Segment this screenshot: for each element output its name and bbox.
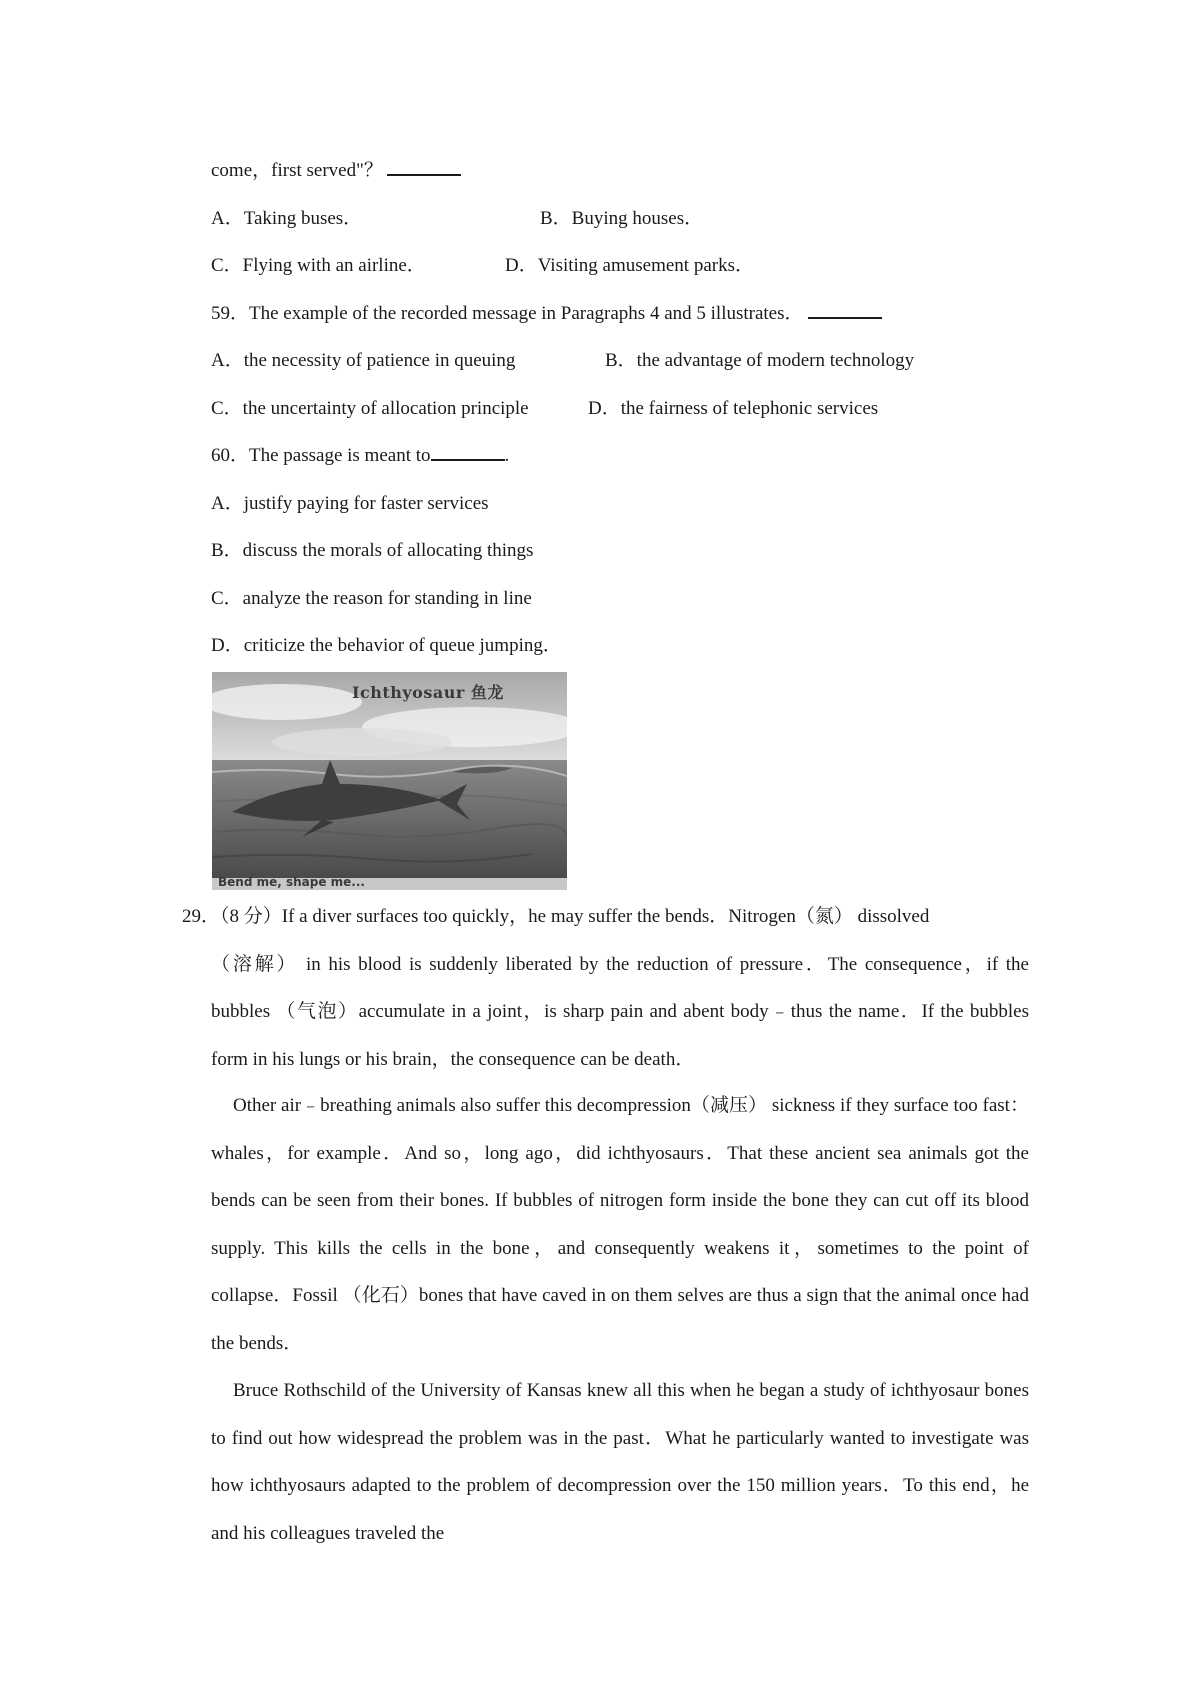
option-b: B．discuss the morals of allocating things	[211, 540, 534, 561]
option-b: B．the advantage of modern technology	[605, 350, 915, 371]
option-a: A．Taking buses．	[211, 208, 363, 229]
option-c: C．the uncertainty of allocation principle	[211, 398, 529, 419]
option-a: A．justify paying for faster services	[211, 493, 489, 514]
figure-title: Ichthyosaur 鱼龙	[352, 683, 504, 702]
option-d: D．Visiting amusement parks．	[505, 255, 754, 276]
ichthyosaur-illustration	[212, 672, 567, 890]
question-59-stem: 59．The example of the recorded message in Paragraphs 4 and 5 illustrates．	[211, 301, 882, 327]
option-b: B．Buying houses．	[540, 208, 704, 229]
option-c: C．analyze the reason for standing in line	[211, 588, 532, 609]
ichthyosaur-image	[212, 672, 567, 890]
figure-caption: Bend me, shape me...	[218, 875, 365, 889]
answer-blank	[431, 445, 505, 461]
option-c: C．Flying with an airline．	[211, 255, 426, 276]
passage-paragraph-3: Bruce Rothschild of the University of Kansas knew all this when he began a study of ichthyosaur bones to find out how widespread the problem was in the past．What he particularly wanted to investigate was how ichthyosaurs adapted to the problem of decompression over the 150 million years．To this end，he and his colleagues traveled the	[211, 1380, 1029, 1544]
question-29-continuation: （溶解） in his blood is suddenly liberated by the reduction of pressure．The consequence，if the bubbles （气泡）accumulate in a joint，is sharp pain and abent body﹣thus the name．If the bubbles form in his lungs or his brain，the consequence can be death．	[211, 953, 1029, 1070]
answer-blank	[387, 160, 461, 176]
answer-blank	[808, 303, 882, 319]
option-d: D．the fairness of telephonic services	[588, 398, 879, 419]
question-29-lead: 29．（8 分）If a diver surfaces too quickly，he may suffer the bends．Nitrogen（氮） dissolved	[182, 906, 930, 927]
passage-paragraph-2: Other air﹣breathing animals also suffer this decompression（减压） sickness if they surface too fast：whales，for example．And so，long ago，did ichthyosaurs．That these ancient sea animals got the bends can be seen from their bones. If bubbles of nitrogen form inside the bone they can cut off its blood supply. This kills the cells in the bone，and consequently weakens it，sometimes to the point of collapse．Fossil （化石）bones that have caved in on them selves are thus a sign that the animal once had the bends．	[211, 1095, 1029, 1354]
question-29-paragraph	[182, 893, 1029, 1083]
question-60-stem: 60．The passage is meant to .	[211, 445, 510, 466]
question-58-stem: come，first served"？	[211, 158, 461, 184]
option-a: A．the necessity of patience in queuing	[211, 350, 516, 371]
option-d: D．criticize the behavior of queue jumping．	[211, 635, 562, 656]
